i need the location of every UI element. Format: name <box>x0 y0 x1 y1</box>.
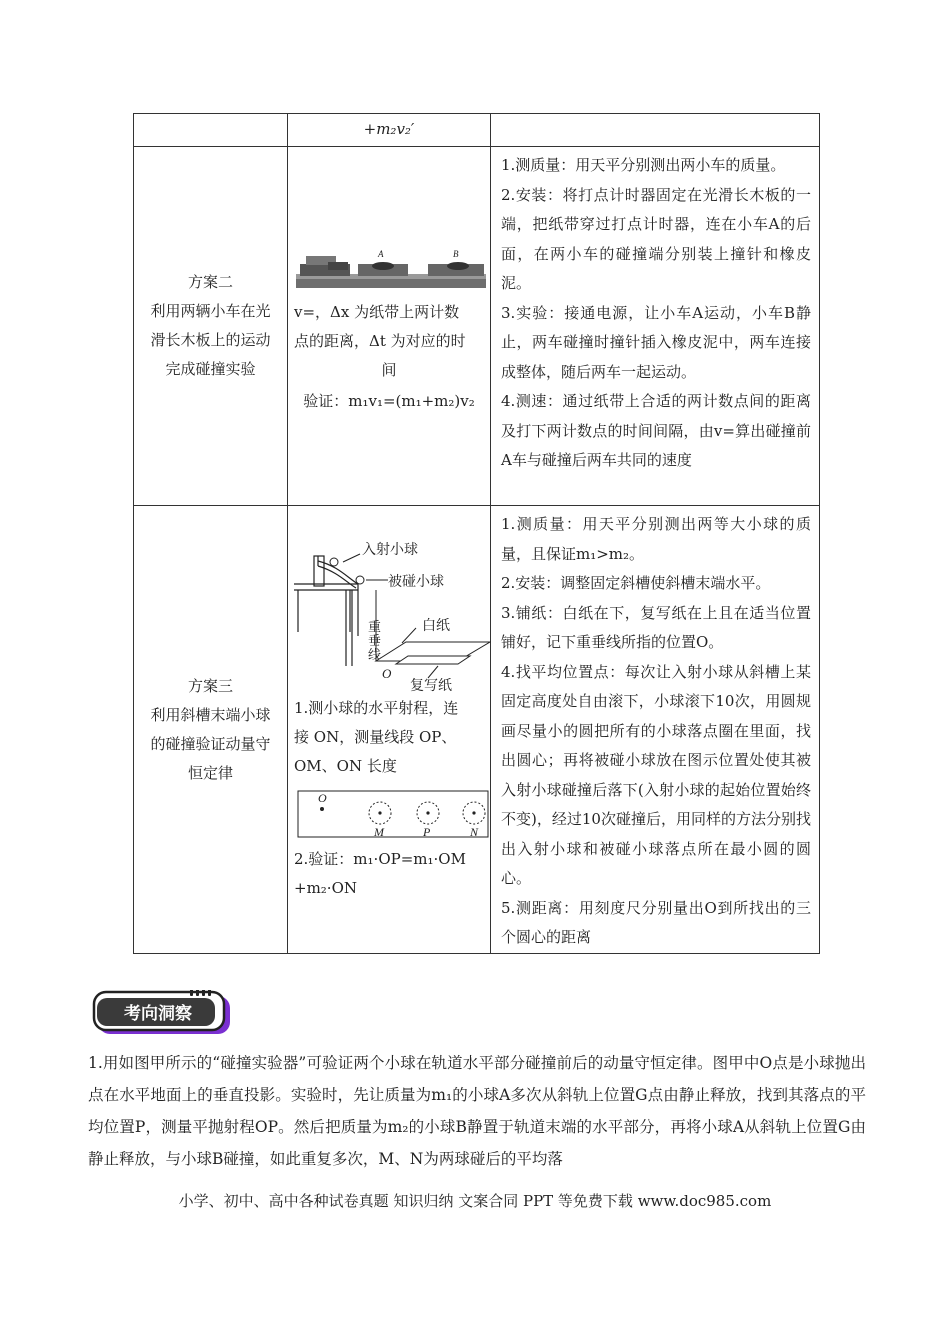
incline-apparatus-diagram <box>288 506 491 694</box>
velocity-desc-line: 间 <box>381 361 397 379</box>
scheme3-name-line: 利用斜槽末端小球 <box>150 705 271 724</box>
measure-line: 1.测小球的水平射程，连 <box>294 699 459 717</box>
scheme3-name <box>150 672 270 788</box>
scheme2-name <box>150 268 270 384</box>
step-item: 1.测质量：用天平分别测出两小车的质量。 <box>501 156 786 174</box>
scheme2-verify: 验证：m₁v₁=(m₁+m₂)v₂ <box>303 392 475 410</box>
measure-line: 接 ON，测量线段 OP、 <box>294 728 457 746</box>
scheme3-steps-cell <box>491 506 820 954</box>
step-item: 3.实验：接通电源，让小车A运动，小车B静止，两车碰撞时撞针插入橡皮泥中，两车连接成整体，随后两车一起运动。 <box>501 303 811 381</box>
scheme3-title: 方案三 <box>187 676 233 695</box>
two-carts-photo <box>288 244 491 292</box>
origin-label: O <box>382 666 392 681</box>
scheme3-name-line: 恒定律 <box>187 763 233 782</box>
verify-line: +m₂·ON <box>294 879 357 897</box>
scheme3-name-line: 的碰撞验证动量守 <box>150 734 271 753</box>
point-n-label: N <box>470 825 479 839</box>
velocity-desc-line: 点的距离，Δt 为对应的时 <box>294 332 466 350</box>
incident-ball-label: 入射小球 <box>362 541 418 557</box>
verify-line: 2.验证：m₁·OP=m₁·OM <box>294 850 466 868</box>
plumb-label-2: 垂 <box>368 633 382 648</box>
scheme2-name-cell <box>134 147 288 506</box>
target-ball-label: 被碰小球 <box>388 573 444 589</box>
point-p-label: P <box>423 825 431 839</box>
measure-line: OM、ON 长度 <box>294 757 397 775</box>
scheme3-name-cell <box>134 506 288 954</box>
carbon-paper-label: 复写纸 <box>410 677 452 693</box>
formula-continuation: +m₂v₂′ <box>363 120 415 138</box>
plumb-label-1: 重 <box>368 619 382 634</box>
question-paragraph: 1.用如图甲所示的“碰撞实验器”可验证两个小球在轨道水平部分碰撞前后的动量守恒定律。图甲中O点是小球抛出点在水平地面上的垂直投影。实验时，先让质量为m₁的小球A多次从斜轨上位置G点由静止释放，找到其落点的平均位置P，测量平抛射程OP。然后把质量为m₂的小球B静置于轨道末端的水平部分，再将小球A从斜轨上位置G由静止释放，与小球B碰撞，如此重复多次，M、N为两球碰后的平均落 <box>88 1054 866 1168</box>
plumb-label-3: 线 <box>368 647 382 662</box>
step-item: 1.测质量：用天平分别测出两等大小球的质量，且保证m₁>m₂。 <box>501 515 811 563</box>
table-row-scheme-3 <box>134 506 820 954</box>
section-badge <box>92 990 232 1036</box>
table-row-continuation <box>134 114 820 147</box>
scheme2-name-line: 滑长木板上的运动 <box>150 331 271 349</box>
step-item: 2.安装：调整固定斜槽使斜槽末端水平。 <box>501 574 771 592</box>
scheme2-title: 方案二 <box>187 273 233 291</box>
point-m-label: M <box>374 825 384 839</box>
formula-continuation-cell <box>288 114 491 147</box>
step-item: 2.安装：将打点计时器固定在光滑长木板的一端，把纸带穿过打点计时器，连在小车A的后面，在两小车的碰撞端分别装上撞针和橡皮泥。 <box>501 185 811 292</box>
empty-cell <box>134 114 288 147</box>
step-item: 5.测距离：用刻度尺分别量出O到所找出的三个圆心的距离 <box>501 898 811 946</box>
step-item: 3.铺纸：白纸在下，复写纸在上且在适当位置铺好，记下重垂线所指的位置O。 <box>501 603 811 651</box>
scheme2-steps-cell <box>491 147 820 506</box>
cart-a-label: A <box>378 249 384 259</box>
experiment-table <box>133 113 820 954</box>
step-item: 4.找平均位置点：每次让入射小球从斜槽上某固定高度处自由滚下，小球滚下10次，用圆规画尽量小的圆把所有的小球落点圈在里面，找出圆心；再将被碰小球放在图示位置处使其被入射小球碰撞后落下(入射小球的起始位置始终不变)，经过10次碰撞后，用同样的方法分别找出入射小球和被碰小球落点所在最小圆的圆心。 <box>501 662 811 887</box>
page-footer: 小学、初中、高中各种试卷真题 知识归纳 文案合同 PPT 等免费下载 www.doc985.com <box>178 1192 772 1210</box>
scheme3-method-cell <box>288 506 491 954</box>
velocity-desc-line: v=，Δx 为纸带上两计数 <box>294 303 460 321</box>
scheme2-method-cell <box>288 147 491 506</box>
scheme2-name-line: 完成碰撞实验 <box>165 360 256 378</box>
badge-label: 考向洞察 <box>124 1004 192 1024</box>
point-o-label: O <box>318 791 327 805</box>
landing-points-diagram <box>288 787 491 843</box>
table-row-scheme-2 <box>134 147 820 506</box>
white-paper-label: 白纸 <box>422 617 450 633</box>
scheme2-name-line: 利用两辆小车在光 <box>150 302 271 320</box>
cart-b-label: B <box>453 249 459 259</box>
step-item: 4.测速：通过纸带上合适的两计数点间的距离及打下两计数点的时间间隔，由v=算出碰撞前A车与碰撞后两车共同的速度 <box>501 392 811 469</box>
empty-cell <box>491 114 820 147</box>
